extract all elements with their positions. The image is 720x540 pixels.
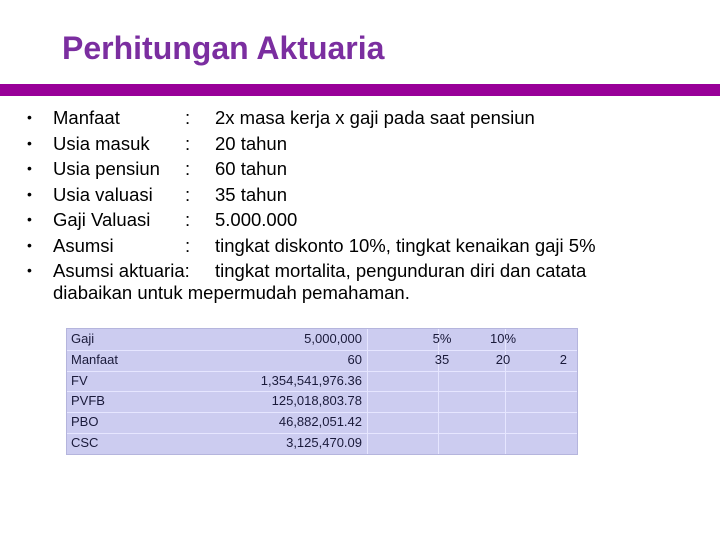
bullet-value: tingkat diskonto 10%, tingkat kenaikan gaji 5% — [215, 234, 596, 256]
list-item — [0, 258, 720, 302]
bullet-label: Usia masuk — [53, 132, 150, 154]
bullet-continuation: diabaikan untuk mepermudah pemahaman. — [53, 281, 410, 303]
value-cell: 60 — [347, 351, 362, 367]
value-cell: 3,125,470.09 — [286, 435, 362, 450]
slide-title: Perhitungan Aktuaria — [62, 30, 385, 66]
value-cell: 46,882,051.42 — [278, 414, 362, 430]
list-item — [0, 156, 720, 182]
list-item — [0, 131, 720, 157]
bullet-separator: : — [185, 132, 191, 154]
value-cell: 5,000,000 — [304, 331, 362, 346]
bullet-label: Usia valuasi — [53, 183, 153, 205]
bullet-separator: : — [185, 183, 191, 205]
table-row — [67, 350, 577, 371]
value-cell: 35 — [434, 351, 450, 367]
table-row — [67, 371, 577, 392]
bullet-label: Gaji Valuasi — [53, 209, 151, 230]
table-row — [67, 391, 577, 412]
bullet-icon: • — [27, 262, 32, 278]
row-label: FV — [71, 372, 88, 388]
bullet-text-block — [53, 260, 587, 303]
bullet-icon: • — [27, 211, 32, 227]
bullet-value: 5.000.000 — [215, 209, 298, 230]
bullet-separator: : — [185, 107, 191, 128]
value-cell: 1,354,541,976.36 — [260, 372, 362, 388]
bullet-separator: : — [185, 209, 191, 230]
bullet-value: 35 tahun — [215, 183, 288, 205]
bullet-label: Asumsi — [53, 234, 114, 256]
bullet-icon: • — [27, 236, 32, 253]
value-cell: 5% — [432, 331, 452, 346]
bullet-value: 2x masa kerja x gaji pada saat pensiun — [215, 107, 535, 128]
bullet-label: Usia pensiun — [53, 158, 160, 179]
bullet-list — [0, 105, 720, 302]
value-cell: 10% — [489, 331, 517, 346]
bullet-icon: • — [27, 160, 32, 176]
value-cell: 125,018,803.78 — [271, 393, 362, 409]
calculation-table — [66, 328, 578, 455]
bullet-separator: : — [185, 234, 191, 256]
bullet-icon: • — [27, 134, 32, 151]
bullet-value: 60 tahun — [215, 158, 288, 179]
bullet-label: Asumsi aktuaria: — [53, 260, 190, 281]
row-label: CSC — [71, 435, 99, 450]
title-divider — [0, 84, 720, 96]
value-cell: 2 — [559, 351, 567, 367]
row-label: Manfaat — [71, 351, 118, 367]
table-row — [67, 412, 577, 433]
list-item — [0, 233, 720, 259]
list-item — [0, 105, 720, 131]
bullet-separator: : — [185, 158, 191, 179]
table-row — [67, 329, 577, 350]
bullet-icon: • — [27, 109, 32, 125]
value-cell: 20 — [495, 351, 511, 367]
bullet-label: Manfaat — [53, 107, 120, 128]
list-item — [0, 207, 720, 233]
bullet-icon: • — [27, 185, 32, 202]
bullet-value: tingkat mortalita, pengunduran diri dan catata — [215, 260, 587, 281]
list-item — [0, 182, 720, 208]
row-label: Gaji — [71, 331, 95, 346]
row-label: PVFB — [71, 393, 105, 409]
row-label: PBO — [71, 414, 99, 430]
table-row — [67, 433, 577, 454]
bullet-value: 20 tahun — [215, 132, 288, 154]
